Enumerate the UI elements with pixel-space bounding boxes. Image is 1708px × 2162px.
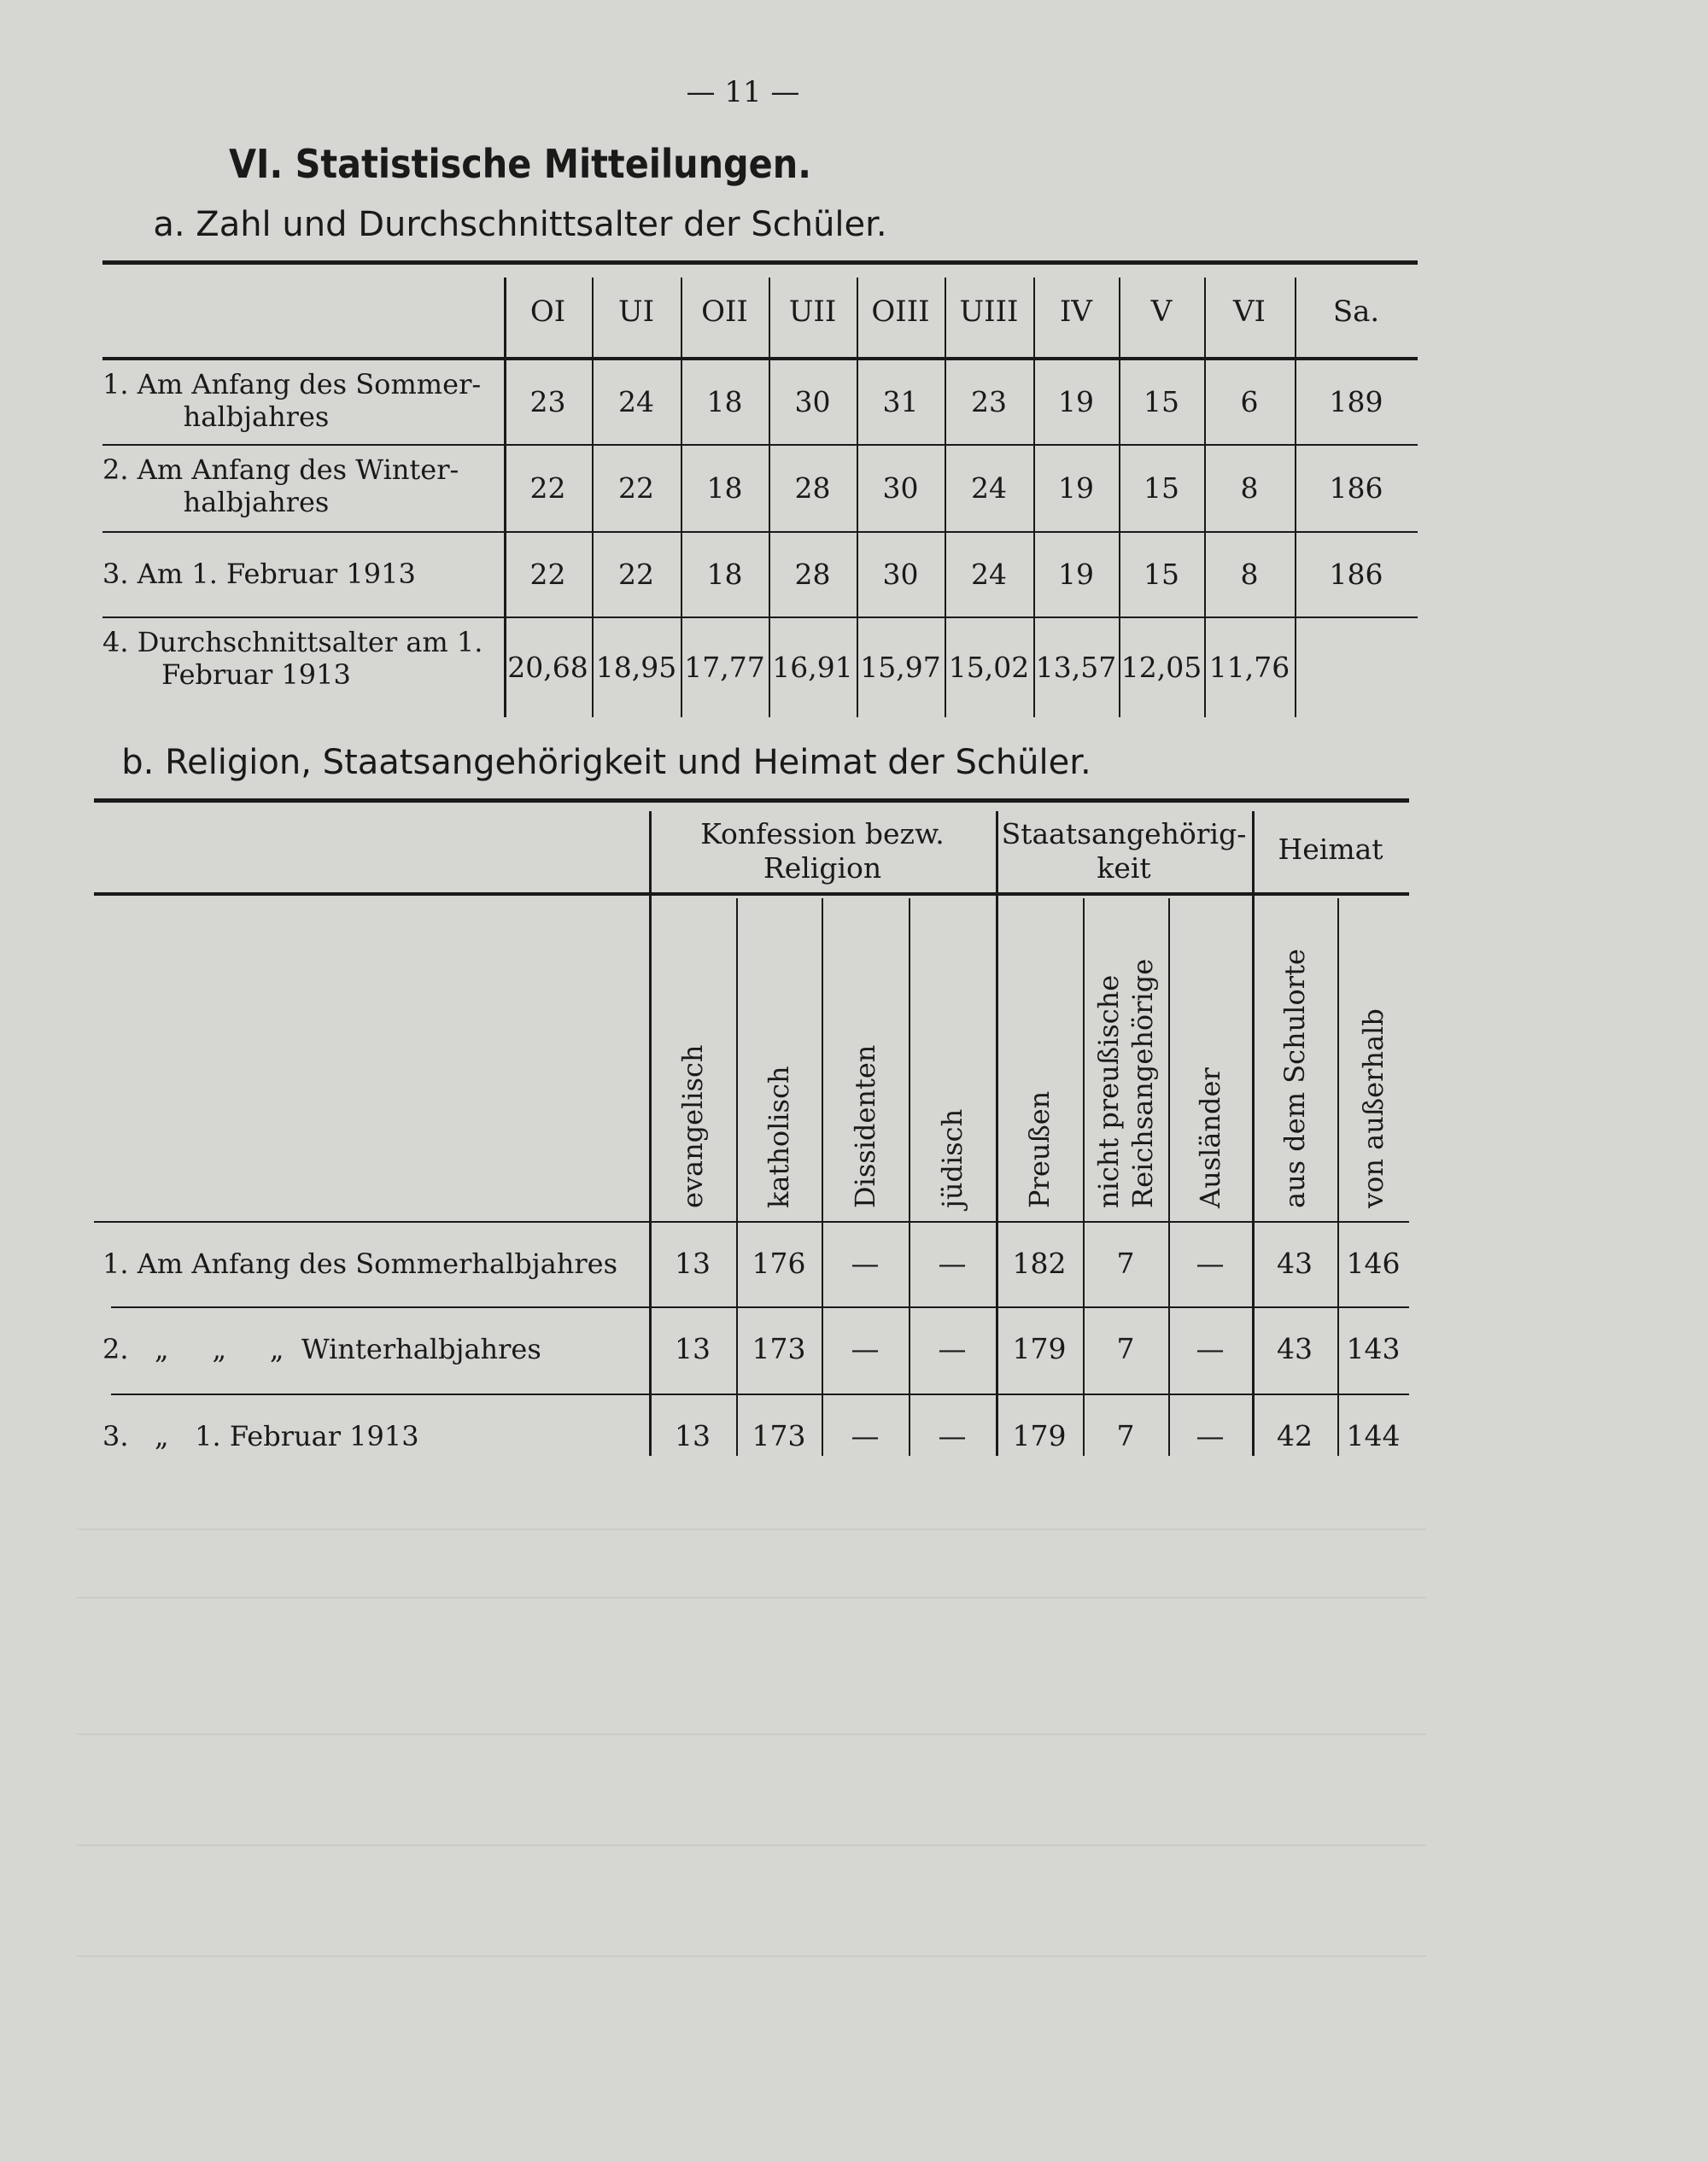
table-a-cell: 22 [618,471,654,505]
table-b-cell: — [1196,1419,1225,1452]
page-number: — 11 — [686,75,800,109]
page-title: VI. Statistische Mitteilungen. [229,141,811,187]
table-b-column-header: Preußen [1023,1090,1056,1208]
table-a-top-rule [102,260,1418,265]
table-a-column-header: OII [701,295,748,329]
table-a-row-rule [102,616,1418,618]
table-a-column-header: OI [529,295,566,329]
table-a-cell: 28 [794,558,831,591]
bleed-through-line [77,1733,1426,1735]
bleed-through-line [77,1955,1426,1957]
table-a-cell: 30 [882,558,919,591]
table-b-column-header: Ausländer [1194,1067,1226,1208]
table-a-column-header: UII [788,295,837,329]
table-a-row-label-cont: Februar 1913 [161,658,351,691]
section-a-heading: a. Zahl und Durchschnittsalter der Schüler. [153,205,887,244]
table-b-column-header-cont: Reichsangehörige [1126,958,1159,1208]
table-a-cell: 8 [1240,471,1259,505]
table-b-column-header: Dissidenten [849,1044,881,1208]
table-a-header-rule [102,357,1418,360]
table-b-column-header: aus dem Schulorte [1278,949,1311,1208]
table-b-top-rule [94,798,1409,803]
table-b-row-label: 3. „ 1. Februar 1913 [102,1420,419,1452]
table-a-cell: 19 [1058,471,1094,505]
table-b-cell: 13 [675,1332,711,1365]
table-a-row-rule [102,444,1418,446]
table-a-row-label: 2. Am Anfang des Winter- [102,453,459,486]
table-b-cell: 173 [752,1332,806,1365]
table-a-cell: 15,02 [948,651,1030,684]
table-a-cell: 16,91 [772,651,853,684]
table-a-cell: 31 [882,385,919,418]
table-a-row-label: 1. Am Anfang des Sommer- [102,368,482,400]
table-a-cell: 18,95 [595,651,677,684]
table-a-row-label-cont: halbjahres [183,486,330,518]
table-a-cell: 30 [882,471,919,505]
bleed-through-line [77,1528,1426,1530]
table-b-cell: — [851,1419,880,1452]
table-b-cell: 7 [1116,1419,1135,1452]
table-a-cell: 6 [1240,385,1259,418]
table-a-cell: 186 [1329,471,1383,505]
table-b-column-header: jüdisch [936,1108,968,1208]
table-b-cell: 179 [1012,1332,1067,1365]
table-b-column-header: nicht preußische [1092,974,1125,1208]
table-b-column-divider [736,898,738,1456]
table-b-column-header: von außerhalb [1357,1008,1389,1208]
table-b-column-header-wrap [1126,958,1159,1210]
table-a-cell: 13,57 [1035,651,1117,684]
table-a-cell: 12,05 [1120,651,1202,684]
table-b-group-header: Konfession bezw. [700,817,945,850]
table-b-group-header: Staatsangehörig- [1001,817,1247,850]
table-a-cell: 22 [529,471,566,505]
table-a-row-label: 4. Durchschnittsalter am 1. [102,626,483,658]
bleed-through-line [77,1844,1426,1846]
table-a-cell: 189 [1329,385,1383,418]
table-b-cell: — [938,1247,967,1280]
table-b-row-rule [111,1394,1409,1395]
table-a-column-header: V [1150,295,1173,329]
table-b-cell: 144 [1346,1419,1401,1452]
table-b-column-header-wrap [763,1066,795,1210]
table-b-group-header: Heimat [1278,833,1383,866]
table-a-cell: 15 [1144,471,1179,505]
table-a-cell: 24 [618,385,654,418]
table-b-column-header: evangelisch [676,1044,709,1208]
table-a-column-header: IV [1060,295,1092,329]
table-b-cell: — [1196,1247,1225,1280]
table-a-column-header: VI [1233,295,1266,329]
table-a-cell: 186 [1329,558,1383,591]
table-b-column-header-wrap [676,1044,709,1210]
table-b-cell: — [938,1332,967,1365]
table-a-cell: 22 [618,558,654,591]
table-b-cell: — [851,1247,880,1280]
table-b-cell: 182 [1012,1247,1067,1280]
table-b-cell: 43 [1277,1247,1313,1280]
table-b-cell: 143 [1346,1332,1401,1365]
table-a-row-label-cont: halbjahres [183,400,330,433]
table-a-row-label: 3. Am 1. Februar 1913 [102,558,416,590]
table-b-cell: — [1196,1332,1225,1365]
table-a-column-header: UIII [959,295,1019,329]
table-b-column-divider [822,898,823,1456]
table-b-cell: 7 [1116,1332,1135,1365]
table-a-cell: 28 [794,471,831,505]
table-b-column-header-wrap [1194,1067,1226,1210]
table-a-column-header: OIII [871,295,930,329]
table-a-cell: 8 [1240,558,1259,591]
table-a-cell: 15 [1144,385,1179,418]
table-b-column-divider [1337,898,1339,1456]
table-b-cell: 179 [1012,1419,1067,1452]
table-b-column-divider [1083,898,1085,1456]
table-b-cell: 7 [1116,1247,1135,1280]
table-a-row-rule [102,531,1418,533]
table-a-cell: 20,68 [507,651,588,684]
table-a-cell: 23 [971,385,1007,418]
table-a-cell: 19 [1058,385,1094,418]
table-a-cell: 19 [1058,558,1094,591]
table-b-cell: 146 [1346,1247,1401,1280]
bleed-through-line [77,1597,1426,1598]
table-a-cell: 22 [529,558,566,591]
table-b-column-header: katholisch [763,1066,795,1208]
table-b-column-divider [909,898,910,1456]
table-a-cell: 15 [1144,558,1179,591]
table-a-cell: 18 [706,471,743,505]
table-a-column-header: Sa. [1332,295,1380,329]
table-a-cell: 18 [706,385,743,418]
table-b-group-header-cont: keit [1097,851,1151,885]
table-b-row-label: 2. „ „ „ Winterhalbjahres [102,1333,541,1365]
table-a-cell: 30 [794,385,831,418]
table-b-group-header-cont: Religion [763,851,882,885]
table-b-cell: — [938,1419,967,1452]
table-a-cell: 15,97 [860,651,941,684]
table-b-column-header-wrap [849,1044,881,1210]
table-a-cell: 24 [971,471,1007,505]
table-b-column-divider [1168,898,1170,1456]
table-b-cell: 13 [675,1247,711,1280]
table-b-row-label: 1. Am Anfang des Sommerhalbjahres [102,1248,618,1280]
table-b-header-rule [94,1221,1409,1223]
table-b-column-header-wrap [1092,974,1125,1210]
section-b-heading: b. Religion, Staatsangehörigkeit und Heimat der Schüler. [121,743,1091,782]
table-a-cell: 24 [971,558,1007,591]
table-a-cell: 17,77 [684,651,765,684]
table-b-row-rule [111,1306,1409,1308]
table-b-cell: 176 [752,1247,806,1280]
table-b-column-header-wrap [1357,1008,1389,1210]
table-a-cell: 23 [529,385,566,418]
table-b-column-header-wrap [936,1108,968,1210]
table-a-cell: 11,76 [1208,651,1290,684]
table-b-column-header-wrap [1023,1090,1056,1210]
table-b-cell: 42 [1277,1419,1313,1452]
table-a-column-header: UI [617,295,655,329]
table-b-cell: — [851,1332,880,1365]
table-b-cell: 43 [1277,1332,1313,1365]
table-b-cell: 13 [675,1419,711,1452]
table-a-cell: 18 [706,558,743,591]
table-b-column-header-wrap [1278,949,1311,1210]
table-b-cell: 173 [752,1419,806,1452]
table-b-group-rule [94,892,1409,896]
